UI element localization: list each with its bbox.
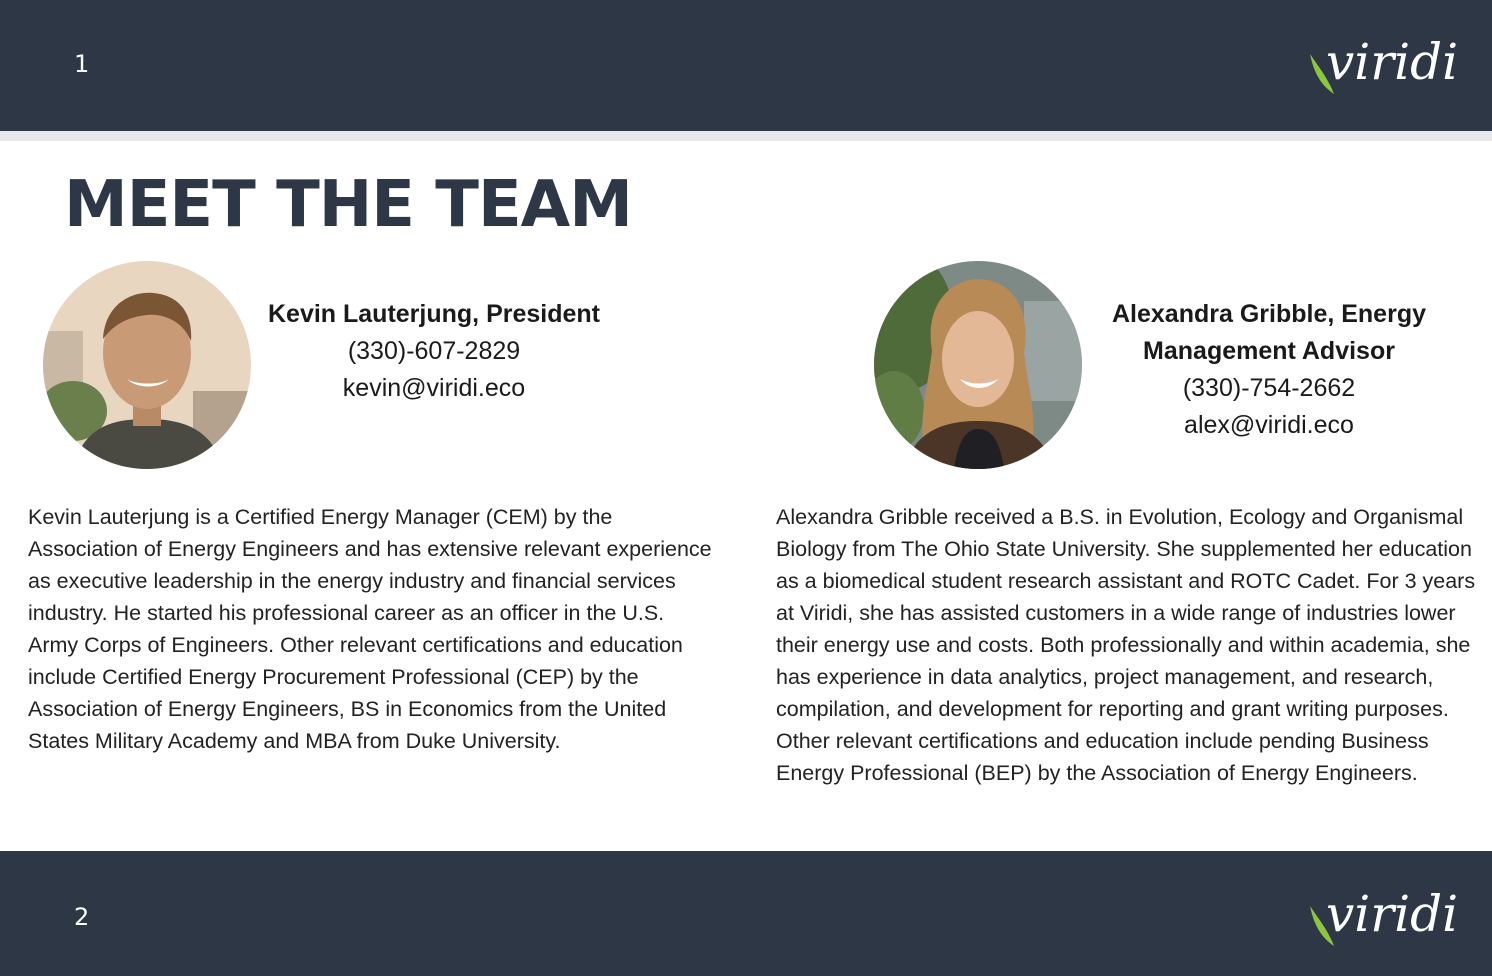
page-number: 2 — [74, 903, 90, 931]
logo-text: viridi — [1326, 33, 1459, 91]
member-phone: (330)-754-2662 — [1182, 374, 1356, 402]
member-email: kevin@viridi.eco — [342, 374, 526, 402]
member-phone: (330)-607-2829 — [347, 337, 521, 365]
contact-card-kevin — [250, 296, 618, 407]
footer-bar — [0, 851, 1492, 976]
viridi-logo — [1308, 880, 1459, 950]
member-name: Alexandra Gribble, Energy Management Advisor — [1112, 300, 1426, 365]
bio-alexandra: Alexandra Gribble received a B.S. in Evolution, Ecology and Organismal Biology from The Ohio State University. She supplemented her education as a biomedical student research assistant and ROTC Cadet. For 3 years at Viridi, she has assisted customers in a wide range of industries lower their energy use and costs. Both professionally and within academia, she has experience in data analytics, project management, and research, compilation, and development for reporting and grant writing purposes. Other relevant certifications and education include pending Business Energy Professional (BEP) by the Association of Energy Engineers. — [776, 505, 1476, 785]
viridi-logo — [1308, 28, 1459, 98]
member-email: alex@viridi.eco — [1184, 411, 1354, 439]
logo-text: viridi — [1326, 885, 1459, 943]
member-name: Kevin Lauterjung, President — [267, 300, 600, 328]
header-divider — [0, 131, 1492, 141]
bio-kevin: Kevin Lauterjung is a Certified Energy Manager (CEM) by the Association of Energy Engineers and has extensive relevant experience as executive leadership in the energy industry and financial services industry. He started his professional career as an officer in the U.S. Army Corps of Engineers. Other relevant certifications and education include Certified Energy Procurement Professional (CEP) by the Association of Energy Engineers, BS in Economics from the United States Military Academy and MBA from Duke University. — [28, 505, 712, 753]
contact-card-alexandra — [1084, 296, 1454, 444]
page-title: MEET THE TEAM — [64, 168, 632, 242]
page-number: 1 — [74, 50, 90, 78]
avatar-kevin — [43, 261, 251, 469]
avatar-alexandra — [874, 261, 1082, 469]
header-bar — [0, 0, 1492, 131]
